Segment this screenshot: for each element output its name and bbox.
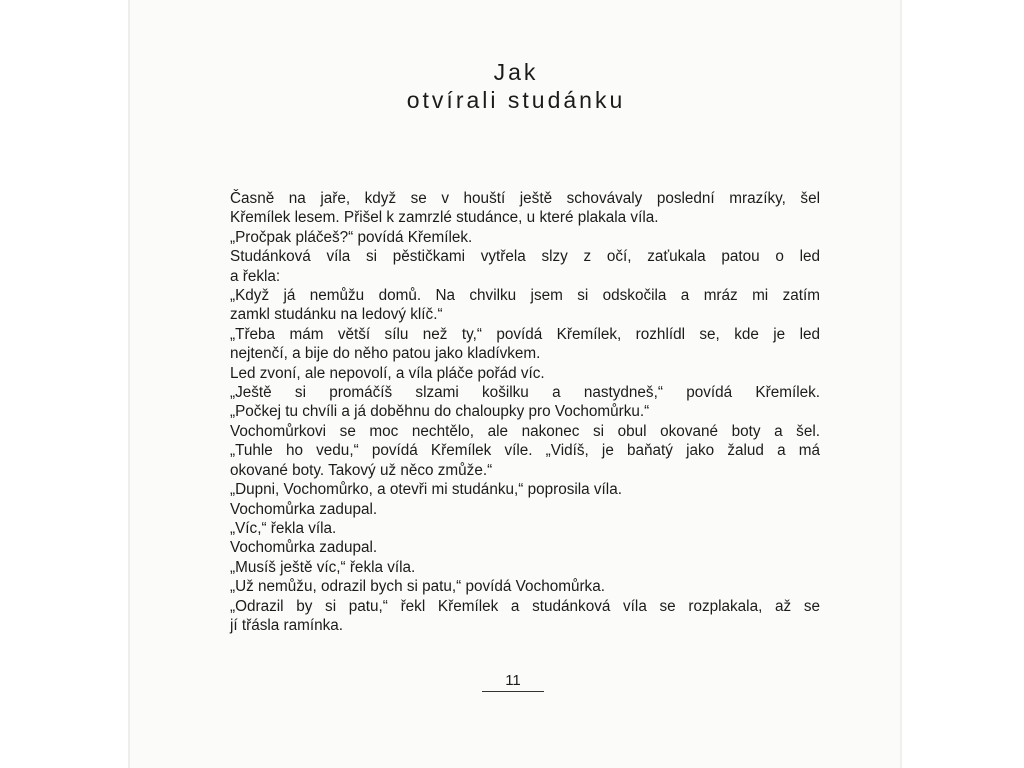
text-line: „Když já nemůžu domů. Na chvilku jsem si odskočila a mráz mi zatím (230, 287, 820, 305)
text-line: „Ještě si promáčíš slzami košilku a nastydneš,“ povídá Křemílek. (230, 384, 820, 402)
text-line: „Třeba mám větší sílu než ty,“ povídá Křemílek, rozhlídl se, kde je led (230, 325, 820, 343)
text-line: „Počkej tu chvíli a já doběhnu do chaloupky pro Vochomůrku.“ (230, 403, 650, 421)
chapter-title (130, 58, 902, 114)
text-line: a řekla: (230, 267, 281, 285)
story-text (230, 189, 820, 635)
text-line: nejtenčí, a bije do něho patou jako kladívkem. (230, 345, 541, 363)
text-line: Studánková víla si pěstičkami vytřela slzy z očí, zaťukala patou o led (230, 248, 820, 266)
page-number-rule (482, 691, 544, 692)
text-line: jí třásla ramínka. (230, 616, 344, 634)
text-line: Vochomůrka zadupal. (230, 500, 378, 518)
text-line: „Dupni, Vochomůrko, a otevři mi studánku,“ poprosila víla. (230, 481, 622, 499)
text-line: Led zvoní, ale nepovolí, a víla pláče pořád víc. (230, 364, 545, 382)
text-line: „Musíš ještě víc,“ řekla víla. (230, 558, 416, 576)
chapter-title-line-2: otvírali studánku (406, 87, 626, 113)
text-line: „Už nemůžu, odrazil bych si patu,“ povídá Vochomůrka. (230, 578, 605, 596)
text-line: „Odrazil by si patu,“ řekl Křemílek a studánková víla se rozplakala, až se (230, 597, 820, 615)
page-edge-left (128, 0, 130, 768)
chapter-title-line-1: Jak (493, 59, 539, 85)
text-line: „Pročpak pláčeš?“ povídá Křemílek. (230, 228, 473, 246)
text-line: „Víc,“ řekla víla. (230, 519, 337, 537)
page-number: 11 (505, 672, 521, 689)
text-line: Časně na jaře, když se v houští ještě schovávaly poslední mrazíky, šel (230, 190, 820, 207)
text-line: zamkl studánku na ledový klíč.“ (230, 306, 443, 324)
text-line: Vochomůrka zadupal. (230, 539, 378, 557)
text-line: „Tuhle ho vedu,“ povídá Křemílek víle. „Vidíš, je baňatý jako žalud a má (230, 442, 820, 460)
text-line: okované boty. Takový už něco zmůže.“ (230, 461, 493, 479)
page-edge-right (900, 0, 902, 768)
text-line: Křemílek lesem. Přišel k zamrzlé studánce, u které plakala víla. (230, 209, 659, 227)
text-line: Vochomůrkovi se moc nechtělo, ale nakonec si obul okované boty a šel. (230, 422, 820, 440)
